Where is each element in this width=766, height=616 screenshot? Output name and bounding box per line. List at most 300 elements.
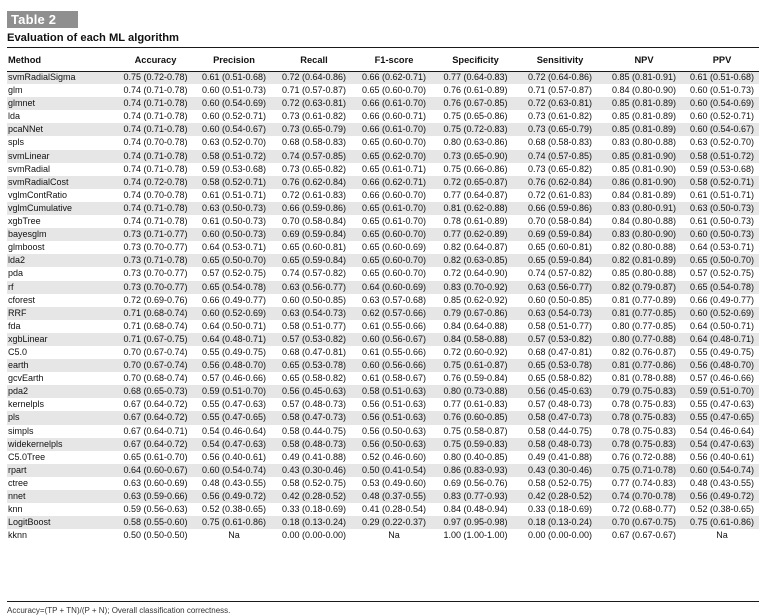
cell-ppv: 0.48 (0.43-0.55) — [689, 477, 755, 488]
cell-f1-score: 0.66 (0.60-0.71) — [361, 111, 427, 122]
cell-accuracy: 0.73 (0.70-0.77) — [123, 268, 188, 279]
cell-sensitivity: 0.74 (0.57-0.82) — [527, 268, 593, 279]
cell-ppv: 0.60 (0.54-0.69) — [685, 97, 759, 110]
table-row — [7, 267, 759, 280]
cell-precision: 0.59 (0.51-0.70) — [194, 385, 274, 398]
cell-recall: 0.49 (0.41-0.88) — [281, 451, 347, 462]
cell-accuracy: 0.74 (0.71-0.78) — [117, 123, 194, 136]
column-header-f1-score: F1-score — [374, 54, 414, 65]
table-row — [7, 398, 759, 411]
cell-recall: 0.58 (0.48-0.73) — [274, 438, 354, 451]
cell-method: gcvEarth — [8, 373, 44, 384]
cell-specificity: 0.80 (0.40-0.85) — [443, 451, 508, 462]
cell-method: simpls — [8, 425, 34, 436]
cell-sensitivity: 0.42 (0.28-0.52) — [517, 490, 603, 503]
table-footnote: Accuracy=(TP + TN)/(P + N); Overall classification correctness. — [7, 606, 231, 615]
table-row — [7, 150, 759, 163]
cell-f1-score: 0.66 (0.60-0.70) — [361, 189, 427, 200]
cell-ppv: 0.60 (0.52-0.71) — [689, 111, 755, 122]
cell-recall: 0.72 (0.63-0.81) — [274, 97, 354, 110]
cell-specificity: 0.72 (0.65-0.87) — [434, 176, 517, 189]
cell-npv: 0.85 (0.80-0.88) — [611, 268, 677, 279]
cell-sensitivity: 0.57 (0.53-0.82) — [517, 333, 603, 346]
cell-ppv: 0.65 (0.50-0.70) — [685, 254, 759, 267]
cell-precision: 0.75 (0.61-0.86) — [194, 516, 274, 529]
cell-f1-score: 0.56 (0.50-0.63) — [354, 438, 434, 451]
cell-ppv: 0.57 (0.46-0.66) — [689, 373, 755, 384]
cell-precision: 0.57 (0.46-0.66) — [201, 373, 267, 384]
cell-ppv: 0.58 (0.51-0.72) — [685, 150, 759, 163]
cell-f1-score: 0.58 (0.51-0.63) — [354, 385, 434, 398]
cell-specificity: 0.83 (0.70-0.92) — [434, 281, 517, 294]
column-header-method: Method — [8, 54, 42, 65]
cell-sensitivity: 0.33 (0.18-0.69) — [527, 504, 593, 515]
cell-accuracy: 0.74 (0.71-0.78) — [123, 216, 188, 227]
table-row — [7, 516, 759, 529]
cell-sensitivity: 0.71 (0.57-0.87) — [527, 85, 593, 96]
cell-npv: 0.83 (0.80-0.90) — [603, 228, 685, 241]
cell-recall: 0.69 (0.59-0.84) — [274, 228, 354, 241]
cell-method: lda — [8, 111, 21, 122]
cell-recall: 0.73 (0.65-0.82) — [281, 163, 347, 174]
cell-precision: 0.58 (0.51-0.72) — [194, 150, 274, 163]
cell-npv: 0.80 (0.77-0.85) — [611, 320, 677, 331]
cell-method: earth — [7, 359, 117, 372]
cell-ppv: 0.56 (0.40-0.61) — [689, 451, 755, 462]
cell-accuracy: 0.74 (0.70-0.78) — [123, 189, 188, 200]
cell-npv: 0.82 (0.80-0.88) — [611, 242, 677, 253]
cell-npv: 0.76 (0.72-0.88) — [611, 451, 677, 462]
cell-ppv: 0.61 (0.50-0.73) — [689, 216, 755, 227]
cell-precision: 0.65 (0.54-0.78) — [194, 281, 274, 294]
cell-recall: 0.58 (0.52-0.75) — [281, 477, 347, 488]
cell-method: widekernelpls — [7, 438, 117, 451]
cell-ppv: 0.75 (0.61-0.86) — [685, 516, 759, 529]
table-row — [7, 438, 759, 451]
cell-sensitivity: 0.72 (0.64-0.86) — [517, 71, 603, 84]
cell-npv: 0.81 (0.77-0.85) — [603, 307, 685, 320]
cell-specificity: 0.83 (0.77-0.93) — [434, 490, 517, 503]
table-header — [7, 48, 759, 71]
cell-sensitivity: 0.18 (0.13-0.24) — [517, 516, 603, 529]
cell-ppv: 0.66 (0.49-0.77) — [689, 294, 755, 305]
header-row — [7, 48, 759, 71]
column-header-accuracy: Accuracy — [134, 54, 177, 65]
cell-npv: 0.83 (0.80-0.88) — [611, 137, 677, 148]
cell-npv: 0.78 (0.75-0.83) — [611, 425, 677, 436]
cell-sensitivity: 0.68 (0.58-0.83) — [527, 137, 593, 148]
cell-npv: 0.78 (0.75-0.83) — [603, 411, 685, 424]
cell-recall: 0.65 (0.59-0.84) — [274, 254, 354, 267]
cell-npv: 0.82 (0.81-0.89) — [603, 254, 685, 267]
table-row — [7, 110, 759, 123]
cell-method: svmRadial — [8, 163, 51, 174]
cell-precision: 0.60 (0.54-0.67) — [194, 123, 274, 136]
cell-npv: 0.81 (0.77-0.86) — [603, 359, 685, 372]
cell-sensitivity: 0.65 (0.53-0.78) — [517, 359, 603, 372]
cell-npv: 0.75 (0.71-0.78) — [603, 464, 685, 477]
cell-specificity: 0.84 (0.48-0.94) — [443, 504, 508, 515]
cell-precision: 0.57 (0.52-0.75) — [201, 268, 267, 279]
table-row — [7, 84, 759, 97]
cell-accuracy: 0.67 (0.64-0.71) — [123, 425, 188, 436]
column-header-sensitivity: Sensitivity — [536, 54, 584, 65]
table-row — [7, 97, 759, 110]
table-caption: Evaluation of each ML algorithm — [7, 32, 179, 44]
cell-specificity: 0.69 (0.56-0.76) — [443, 477, 508, 488]
cell-f1-score: 0.50 (0.41-0.54) — [354, 464, 434, 477]
cell-ppv: 0.64 (0.53-0.71) — [689, 242, 755, 253]
cell-sensitivity: 0.73 (0.61-0.82) — [527, 111, 593, 122]
cell-accuracy: 0.73 (0.70-0.77) — [117, 281, 194, 294]
cell-ppv: 0.61 (0.51-0.71) — [689, 189, 755, 200]
column-header-ppv: PPV — [712, 54, 732, 65]
cell-specificity: 0.75 (0.61-0.87) — [434, 359, 517, 372]
cell-method: cforest — [8, 294, 36, 305]
cell-ppv: 0.59 (0.53-0.68) — [689, 163, 755, 174]
cell-recall: 0.65 (0.58-0.82) — [281, 373, 347, 384]
cell-recall: 0.58 (0.51-0.77) — [281, 320, 347, 331]
cell-accuracy: 0.65 (0.61-0.70) — [123, 451, 188, 462]
cell-precision: 0.61 (0.51-0.68) — [194, 71, 274, 84]
cell-ppv: 0.55 (0.47-0.65) — [685, 411, 759, 424]
cell-accuracy: 0.72 (0.69-0.76) — [123, 294, 188, 305]
cell-npv: 0.82 (0.76-0.87) — [611, 346, 677, 357]
cell-f1-score: 0.61 (0.55-0.66) — [361, 320, 427, 331]
cell-npv: 0.81 (0.77-0.89) — [611, 294, 677, 305]
cell-precision: 0.55 (0.47-0.63) — [201, 399, 267, 410]
cell-accuracy: 0.59 (0.56-0.63) — [123, 504, 188, 515]
cell-npv: 0.82 (0.79-0.87) — [603, 281, 685, 294]
cell-f1-score: 0.53 (0.49-0.60) — [361, 477, 427, 488]
cell-accuracy: 0.74 (0.71-0.78) — [123, 163, 188, 174]
cell-specificity: 0.75 (0.72-0.83) — [434, 123, 517, 136]
cell-f1-score: 0.64 (0.60-0.69) — [354, 281, 434, 294]
cell-ppv: 0.60 (0.50-0.73) — [685, 228, 759, 241]
cell-method: pda — [8, 268, 24, 279]
cell-accuracy: 0.70 (0.68-0.74) — [123, 373, 188, 384]
cell-npv: 0.84 (0.80-0.88) — [611, 216, 677, 227]
cell-specificity: 0.75 (0.58-0.87) — [443, 425, 508, 436]
table-row — [7, 163, 759, 176]
cell-precision: 0.60 (0.54-0.74) — [194, 464, 274, 477]
cell-precision: 0.60 (0.52-0.69) — [194, 307, 274, 320]
cell-precision: 0.63 (0.52-0.70) — [201, 137, 267, 148]
cell-method: spls — [8, 137, 25, 148]
cell-recall: 0.72 (0.61-0.83) — [281, 189, 347, 200]
table-row — [7, 254, 759, 267]
cell-accuracy: 0.74 (0.71-0.78) — [123, 111, 188, 122]
cell-f1-score: 0.65 (0.61-0.70) — [361, 216, 427, 227]
cell-method: LogitBoost — [7, 516, 117, 529]
cell-ppv: 0.55 (0.49-0.75) — [689, 346, 755, 357]
cell-sensitivity: 0.70 (0.58-0.84) — [527, 216, 593, 227]
cell-recall: 0.74 (0.57-0.82) — [281, 268, 347, 279]
table-row — [7, 425, 759, 438]
cell-recall: 0.65 (0.53-0.78) — [274, 359, 354, 372]
table-row — [7, 333, 759, 346]
cell-recall: 0.63 (0.54-0.73) — [274, 307, 354, 320]
cell-method: kknn — [8, 530, 28, 541]
cell-accuracy: 0.74 (0.70-0.78) — [123, 137, 188, 148]
column-header-specificity: Specificity — [452, 54, 499, 65]
cell-f1-score: 0.56 (0.50-0.63) — [361, 425, 427, 436]
cell-recall: 0.42 (0.28-0.52) — [274, 490, 354, 503]
cell-sensitivity: 0.76 (0.62-0.84) — [517, 176, 603, 189]
cell-accuracy: 0.64 (0.60-0.67) — [117, 464, 194, 477]
column-header-recall: Recall — [300, 54, 328, 65]
cell-precision: 0.64 (0.50-0.71) — [201, 320, 267, 331]
cell-precision: 0.55 (0.47-0.65) — [194, 411, 274, 424]
cell-specificity: 0.78 (0.61-0.89) — [443, 216, 508, 227]
cell-sensitivity: 0.58 (0.47-0.73) — [517, 411, 603, 424]
table-row — [7, 490, 759, 503]
cell-accuracy: 0.68 (0.65-0.73) — [117, 385, 194, 398]
cell-ppv: 0.58 (0.52-0.71) — [685, 176, 759, 189]
cell-precision: 0.56 (0.40-0.61) — [201, 451, 267, 462]
cell-precision: 0.60 (0.50-0.73) — [194, 228, 274, 241]
cell-npv: 0.78 (0.75-0.83) — [603, 438, 685, 451]
cell-sensitivity: 0.65 (0.58-0.82) — [527, 373, 593, 384]
cell-specificity: 0.82 (0.64-0.87) — [443, 242, 508, 253]
table-row — [7, 281, 759, 294]
table-row — [7, 451, 759, 464]
table-row — [7, 477, 759, 490]
cell-specificity: 0.75 (0.59-0.83) — [434, 438, 517, 451]
cell-accuracy: 0.74 (0.71-0.78) — [117, 97, 194, 110]
cell-precision: Na — [228, 530, 240, 541]
cell-precision: 0.48 (0.43-0.55) — [201, 477, 267, 488]
cell-sensitivity: 0.58 (0.51-0.77) — [527, 320, 593, 331]
cell-precision: 0.61 (0.51-0.71) — [201, 189, 267, 200]
cell-accuracy: 0.67 (0.64-0.72) — [117, 411, 194, 424]
cell-f1-score: Na — [388, 530, 400, 541]
cell-accuracy: 0.63 (0.60-0.69) — [123, 477, 188, 488]
cell-f1-score: 0.65 (0.60-0.70) — [361, 137, 427, 148]
cell-recall: 0.18 (0.13-0.24) — [274, 516, 354, 529]
cell-f1-score: 0.61 (0.58-0.67) — [361, 373, 427, 384]
cell-ppv: 0.60 (0.54-0.74) — [685, 464, 759, 477]
cell-recall: 0.73 (0.61-0.82) — [281, 111, 347, 122]
cell-method: bayesglm — [7, 228, 117, 241]
cell-specificity: 0.82 (0.63-0.85) — [434, 254, 517, 267]
cell-method: fda — [8, 320, 21, 331]
cell-npv: 0.78 (0.75-0.83) — [611, 399, 677, 410]
cell-sensitivity: 0.58 (0.48-0.73) — [517, 438, 603, 451]
cell-specificity: 0.80 (0.63-0.86) — [443, 137, 508, 148]
cell-precision: 0.60 (0.52-0.71) — [201, 111, 267, 122]
cell-ppv: 0.64 (0.48-0.71) — [685, 333, 759, 346]
cell-f1-score: 0.65 (0.62-0.70) — [354, 150, 434, 163]
table-row — [7, 464, 759, 477]
table-bottom-rule — [7, 601, 759, 602]
cell-f1-score: 0.66 (0.61-0.70) — [354, 97, 434, 110]
cell-npv: 0.84 (0.81-0.89) — [611, 189, 677, 200]
cell-method: svmRadialSigma — [7, 71, 117, 84]
cell-sensitivity: 0.63 (0.54-0.73) — [517, 307, 603, 320]
cell-precision: 0.64 (0.48-0.71) — [194, 333, 274, 346]
table-row — [7, 136, 759, 149]
table-row — [7, 123, 759, 136]
cell-recall: 0.68 (0.47-0.81) — [281, 346, 347, 357]
cell-ppv: 0.59 (0.51-0.70) — [685, 385, 759, 398]
cell-ppv: 0.55 (0.47-0.63) — [689, 399, 755, 410]
cell-f1-score: 0.48 (0.37-0.55) — [354, 490, 434, 503]
table-row — [7, 346, 759, 359]
table-row — [7, 320, 759, 333]
column-header-npv: NPV — [634, 54, 654, 65]
table-row — [7, 307, 759, 320]
cell-recall: 0.65 (0.60-0.81) — [281, 242, 347, 253]
cell-precision: 0.60 (0.51-0.73) — [201, 85, 267, 96]
cell-ppv: 0.63 (0.50-0.73) — [685, 202, 759, 215]
cell-specificity: 0.75 (0.65-0.86) — [443, 111, 508, 122]
cell-accuracy: 0.71 (0.67-0.75) — [117, 333, 194, 346]
cell-precision: 0.56 (0.48-0.70) — [194, 359, 274, 372]
cell-f1-score: 0.60 (0.56-0.66) — [354, 359, 434, 372]
cell-recall: 0.60 (0.50-0.85) — [281, 294, 347, 305]
cell-f1-score: 0.60 (0.56-0.67) — [354, 333, 434, 346]
cell-precision: 0.59 (0.53-0.68) — [201, 163, 267, 174]
cell-f1-score: 0.66 (0.62-0.71) — [354, 71, 434, 84]
cell-precision: 0.65 (0.50-0.70) — [194, 254, 274, 267]
cell-method: C5.0 — [8, 346, 28, 357]
table-row — [7, 294, 759, 307]
cell-precision: 0.55 (0.49-0.75) — [201, 346, 267, 357]
cell-sensitivity: 0.58 (0.52-0.75) — [527, 477, 593, 488]
cell-npv: 0.79 (0.75-0.83) — [603, 385, 685, 398]
cell-sensitivity: 0.69 (0.59-0.84) — [517, 228, 603, 241]
cell-specificity: 0.72 (0.64-0.90) — [443, 268, 508, 279]
cell-recall: 0.76 (0.62-0.84) — [274, 176, 354, 189]
cell-recall: 0.68 (0.58-0.83) — [281, 137, 347, 148]
cell-npv: 0.85 (0.81-0.90) — [611, 163, 677, 174]
cell-recall: 0.57 (0.48-0.73) — [281, 399, 347, 410]
table-row — [7, 176, 759, 189]
cell-specificity: 0.72 (0.60-0.92) — [443, 346, 508, 357]
cell-method: C5.0Tree — [8, 451, 46, 462]
cell-f1-score: 0.65 (0.61-0.70) — [354, 202, 434, 215]
cell-sensitivity: 0.66 (0.59-0.86) — [517, 202, 603, 215]
cell-method: xgbLinear — [7, 333, 117, 346]
cell-specificity: 0.75 (0.66-0.86) — [443, 163, 508, 174]
cell-npv: 0.72 (0.68-0.77) — [611, 504, 677, 515]
cell-specificity: 0.79 (0.67-0.86) — [434, 307, 517, 320]
cell-accuracy: 0.74 (0.71-0.78) — [117, 202, 194, 215]
cell-specificity: 1.00 (1.00-1.00) — [443, 530, 508, 541]
cell-method: xgbTree — [8, 216, 41, 227]
cell-ppv: 0.64 (0.50-0.71) — [689, 320, 755, 331]
cell-sensitivity: 0.56 (0.45-0.63) — [517, 385, 603, 398]
cell-recall: 0.43 (0.30-0.46) — [274, 464, 354, 477]
cell-sensitivity: 0.58 (0.44-0.75) — [527, 425, 593, 436]
cell-method: knn — [8, 504, 23, 515]
cell-npv: 0.85 (0.81-0.91) — [603, 71, 685, 84]
cell-ppv: 0.60 (0.51-0.73) — [689, 85, 755, 96]
cell-f1-score: 0.62 (0.57-0.66) — [354, 307, 434, 320]
table-row — [7, 411, 759, 424]
cell-f1-score: 0.65 (0.60-0.70) — [354, 254, 434, 267]
cell-recall: 0.71 (0.57-0.87) — [281, 85, 347, 96]
cell-f1-score: 0.61 (0.55-0.66) — [361, 346, 427, 357]
cell-recall: 0.74 (0.57-0.85) — [274, 150, 354, 163]
cell-accuracy: 0.74 (0.72-0.78) — [117, 176, 194, 189]
cell-method: svmLinear — [7, 150, 117, 163]
cell-npv: 0.70 (0.67-0.75) — [603, 516, 685, 529]
cell-recall: 0.58 (0.47-0.73) — [274, 411, 354, 424]
table-number-badge: Table 2 — [7, 11, 78, 28]
cell-recall: 0.63 (0.56-0.77) — [274, 281, 354, 294]
cell-accuracy: 0.50 (0.50-0.50) — [123, 530, 188, 541]
cell-npv: 0.84 (0.80-0.90) — [611, 85, 677, 96]
table-row — [7, 189, 759, 202]
cell-recall: 0.33 (0.18-0.69) — [281, 504, 347, 515]
cell-precision: 0.61 (0.50-0.73) — [201, 216, 267, 227]
cell-accuracy: 0.70 (0.67-0.74) — [117, 359, 194, 372]
cell-specificity: 0.77 (0.61-0.83) — [443, 399, 508, 410]
cell-specificity: 0.73 (0.65-0.90) — [434, 150, 517, 163]
cell-precision: 0.54 (0.47-0.63) — [194, 438, 274, 451]
cell-specificity: 0.76 (0.59-0.84) — [443, 373, 508, 384]
cell-accuracy: 0.73 (0.71-0.77) — [117, 228, 194, 241]
cell-recall: 0.73 (0.65-0.79) — [274, 123, 354, 136]
cell-npv: 0.80 (0.77-0.88) — [603, 333, 685, 346]
cell-f1-score: 0.63 (0.57-0.68) — [361, 294, 427, 305]
cell-f1-score: 0.65 (0.60-0.69) — [361, 242, 427, 253]
cell-npv: 0.85 (0.81-0.89) — [603, 97, 685, 110]
cell-sensitivity: 0.68 (0.47-0.81) — [527, 346, 593, 357]
table-row — [7, 359, 759, 372]
cell-accuracy: 0.67 (0.64-0.72) — [117, 438, 194, 451]
cell-f1-score: 0.66 (0.61-0.70) — [354, 123, 434, 136]
cell-ppv: 0.60 (0.54-0.67) — [685, 123, 759, 136]
cell-specificity: 0.97 (0.95-0.98) — [434, 516, 517, 529]
cell-accuracy: 0.58 (0.55-0.60) — [117, 516, 194, 529]
cell-precision: 0.56 (0.49-0.72) — [194, 490, 274, 503]
cell-precision: 0.63 (0.50-0.73) — [194, 202, 274, 215]
cell-method: glmboost — [8, 242, 45, 253]
cell-f1-score: 0.65 (0.60-0.70) — [361, 85, 427, 96]
cell-f1-score: 0.52 (0.46-0.60) — [361, 451, 427, 462]
cell-ppv: 0.65 (0.54-0.78) — [685, 281, 759, 294]
table-row — [7, 71, 759, 84]
cell-ppv: 0.56 (0.48-0.70) — [685, 359, 759, 372]
cell-precision: 0.54 (0.46-0.64) — [201, 425, 267, 436]
table-row — [7, 372, 759, 385]
cell-sensitivity: 0.73 (0.65-0.79) — [517, 123, 603, 136]
table-row — [7, 385, 759, 398]
cell-accuracy: 0.71 (0.68-0.74) — [123, 320, 188, 331]
table-row — [7, 228, 759, 241]
table-row — [7, 215, 759, 228]
cell-specificity: 0.77 (0.64-0.83) — [434, 71, 517, 84]
cell-sensitivity: 0.72 (0.61-0.83) — [527, 189, 593, 200]
cell-f1-score: 0.41 (0.28-0.54) — [361, 504, 427, 515]
cell-npv: 0.85 (0.81-0.90) — [603, 150, 685, 163]
cell-specificity: 0.76 (0.60-0.85) — [434, 411, 517, 424]
cell-method: pda2 — [7, 385, 117, 398]
cell-method: pls — [7, 411, 117, 424]
cell-ppv: 0.54 (0.46-0.64) — [689, 425, 755, 436]
cell-sensitivity: 0.57 (0.48-0.73) — [527, 399, 593, 410]
cell-npv: 0.85 (0.81-0.89) — [611, 111, 677, 122]
cell-sensitivity: 0.65 (0.59-0.84) — [517, 254, 603, 267]
cell-f1-score: 0.29 (0.22-0.37) — [354, 516, 434, 529]
cell-recall: 0.66 (0.59-0.86) — [274, 202, 354, 215]
cell-accuracy: 0.73 (0.71-0.78) — [117, 254, 194, 267]
cell-ppv: 0.63 (0.52-0.70) — [689, 137, 755, 148]
cell-ppv: 0.56 (0.49-0.72) — [685, 490, 759, 503]
